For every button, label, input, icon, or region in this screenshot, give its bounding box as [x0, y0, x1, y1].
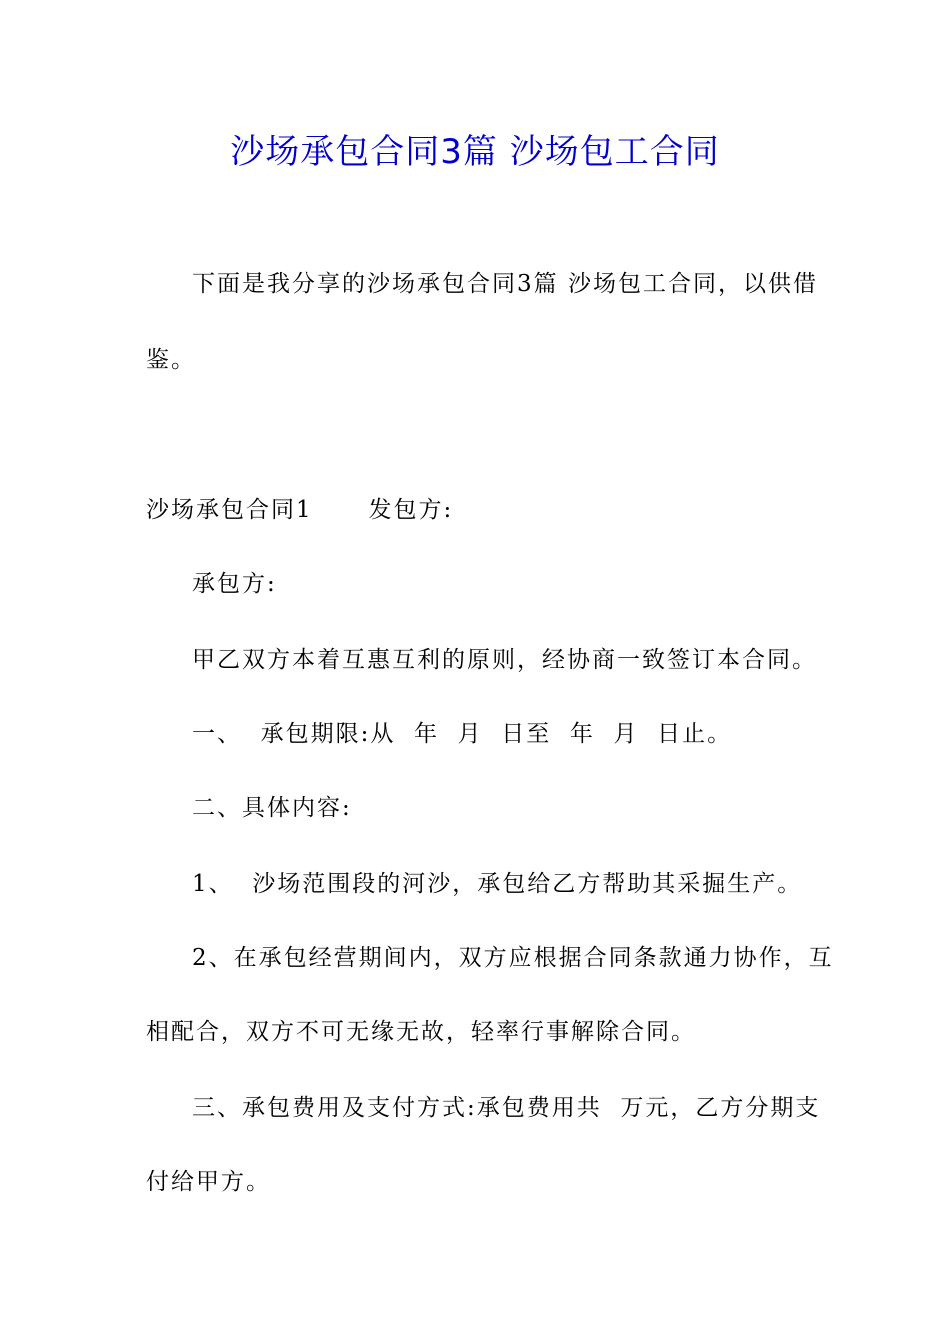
clause-2-item-1: 1、 沙场范围段的河沙，承包给乙方帮助其采掘生产。: [192, 871, 803, 897]
preamble-paragraph: 甲乙双方本着互惠互利的原则，经协商一致签订本合同。: [192, 647, 817, 673]
contractor-label: 承包方:: [192, 571, 277, 597]
clause-3-line-1: 三、承包费用及支付方式:承包费用共 万元，乙方分期支: [192, 1095, 821, 1121]
clause-1-term: 一、 承包期限:从 年 月 日至 年 月 日止。: [192, 721, 733, 747]
clause-2-item-2-line-2: 相配合，双方不可无缘无故，轻率行事解除合同。: [146, 1019, 696, 1045]
clause-3-line-2: 付给甲方。: [146, 1169, 271, 1195]
intro-paragraph-line-2: 鉴。: [146, 347, 196, 373]
contract-heading: 沙场承包合同1 发包方:: [146, 497, 454, 523]
clause-2-item-2-line-1: 2、在承包经营期间内，双方应根据合同条款通力协作，互: [192, 945, 834, 971]
intro-paragraph-line-1: 下面是我分享的沙场承包合同3篇 沙场包工合同，以供借: [192, 271, 818, 297]
clause-2-heading: 二、具体内容:: [192, 795, 352, 821]
document-title: 沙场承包合同3篇 沙场包工合同: [230, 132, 720, 172]
